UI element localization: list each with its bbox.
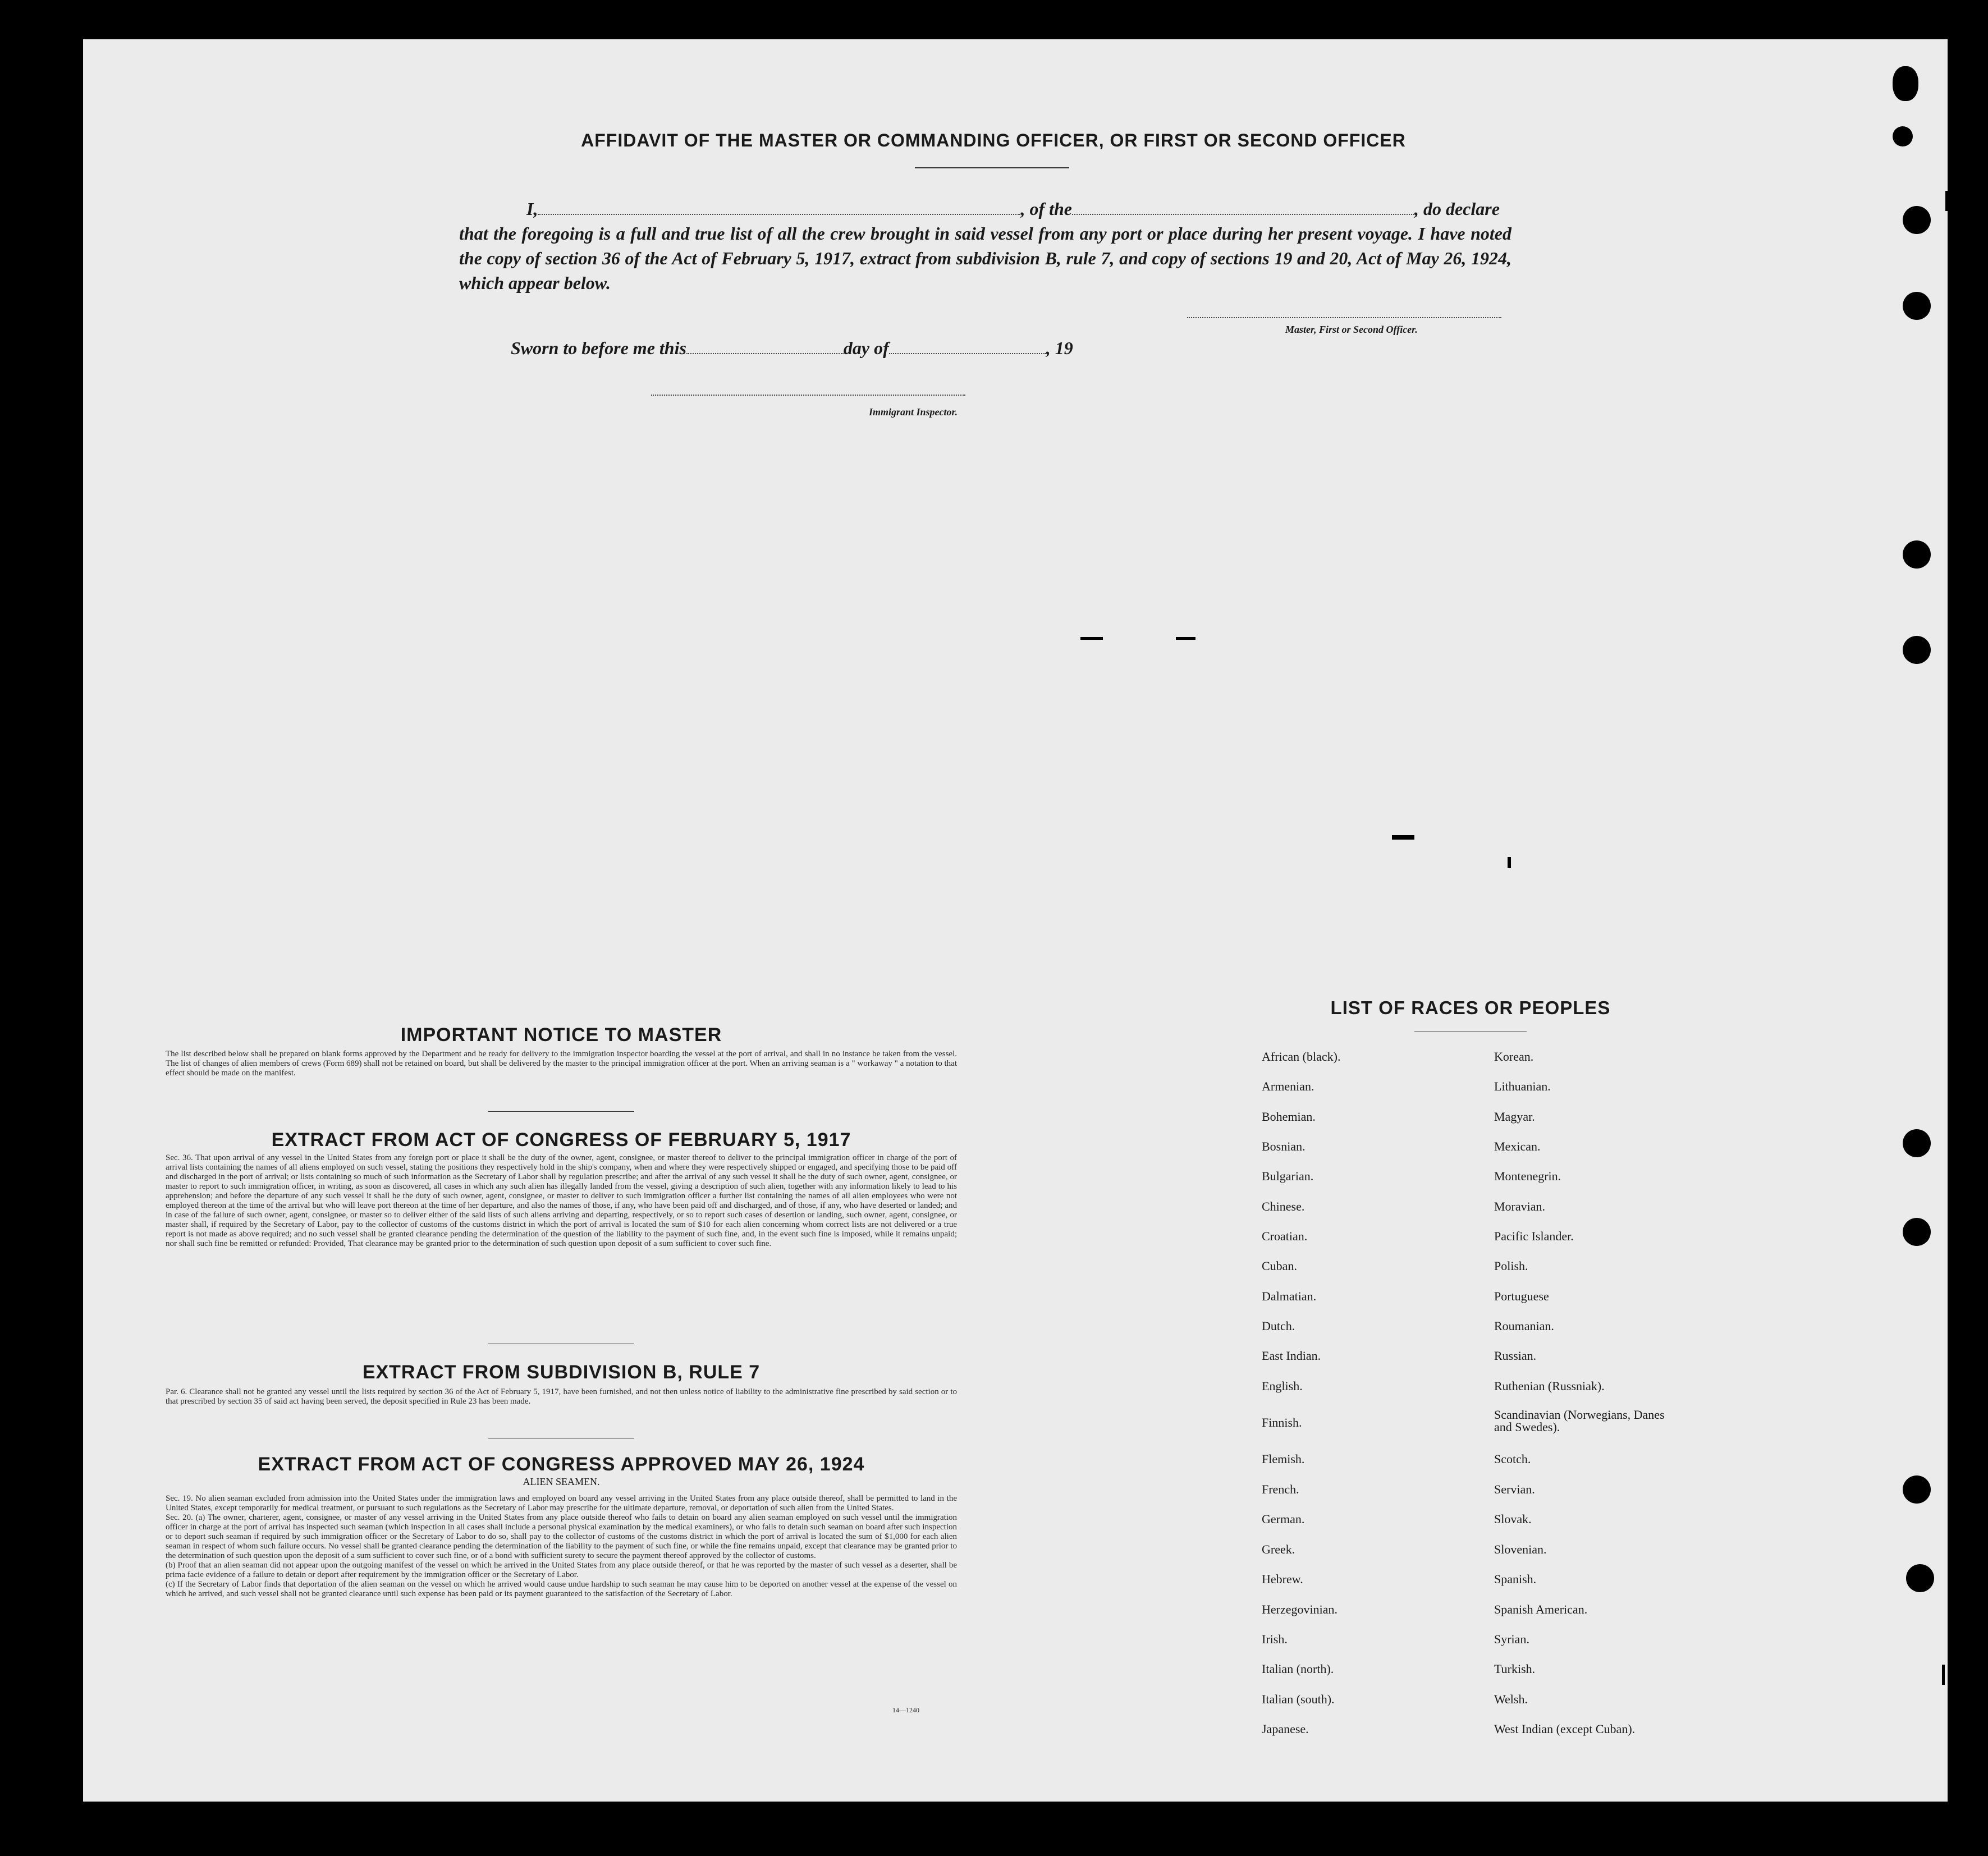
race-item: Magyar. — [1494, 1110, 1535, 1124]
sworn-day-field[interactable] — [686, 341, 844, 354]
punch-hole — [1906, 1564, 1934, 1592]
sworn-prefix: Sworn to before me this — [511, 338, 686, 358]
scan-speck — [1508, 857, 1511, 868]
race-item: Servian. — [1494, 1482, 1535, 1496]
race-item: Japanese. — [1262, 1722, 1309, 1736]
race-item: Russian. — [1494, 1349, 1537, 1363]
race-item: Slovenian. — [1494, 1542, 1547, 1556]
race-item: Roumanian. — [1494, 1319, 1554, 1333]
scan-speck — [1885, 22, 1895, 30]
vessel-name-field[interactable] — [1072, 201, 1414, 215]
race-item: African (black). — [1262, 1050, 1341, 1064]
extract-1924-subtitle: ALIEN SEAMEN. — [523, 1476, 600, 1487]
race-item: Italian (north). — [1262, 1662, 1334, 1676]
extract-1924-text — [166, 1494, 957, 1599]
race-item: Mexican. — [1494, 1139, 1541, 1153]
punch-hole — [1903, 206, 1931, 234]
inspector-signature-field[interactable] — [651, 383, 965, 396]
form-number: 14—1240 — [892, 1706, 919, 1714]
race-item: Croatian. — [1262, 1229, 1308, 1243]
master-signature-field[interactable] — [1187, 306, 1501, 318]
extract-1924-title: EXTRACT FROM ACT OF CONGRESS APPROVED MAY 26, 1924 — [258, 1454, 865, 1475]
race-item: Dalmatian. — [1262, 1289, 1317, 1303]
punch-hole — [1903, 540, 1931, 569]
race-item: Bohemian. — [1262, 1110, 1316, 1124]
punch-hole — [1893, 66, 1918, 101]
section-20b-text: (b) Proof that an alien seaman did not appear upon the outgoing manifest of the vessel on which he arrived in the United States from any place outside thereof, or that he was reported by the master of such vessel as a deserter, shall be prima facie evidence of a failure to detain or deport after requirement by the immigration officer or the Secretary of Labor. — [166, 1561, 957, 1579]
race-item: Spanish. — [1494, 1572, 1537, 1586]
race-item: Bosnian. — [1262, 1139, 1306, 1153]
race-item: Lithuanian. — [1494, 1079, 1551, 1093]
divider — [915, 167, 1069, 168]
race-item: Syrian. — [1494, 1632, 1529, 1646]
affidavit-declaration — [459, 196, 1511, 295]
section-20c-text: (c) If the Secretary of Labor finds that deportation of the alien seaman on the vessel on which he arrived would cause undue hardship to such seaman he may cause him to be deported on another vessel at the expense of the vessel on which he arrived, and such vessel shall not be granted clearance until such expense has been paid or its payment guaranteed to the satisfaction of the Secretary of Labor. — [166, 1580, 957, 1598]
rule-7-text: Par. 6. Clearance shall not be granted any vessel until the lists required by section 36 of the Act of February 5, 1917, have been furnished, and not then unless notice of liability to the administrative fine prescribed by said section or to that prescribed by section 35 of said act having been served, the deposit specified in Rule 23 has been made. — [166, 1387, 957, 1406]
scan-speck — [1392, 835, 1414, 840]
race-item: Cuban. — [1262, 1259, 1297, 1273]
declare-label: , do declare — [1414, 199, 1500, 219]
race-item: Polish. — [1494, 1259, 1528, 1273]
race-item: Dutch. — [1262, 1319, 1295, 1333]
extract-1917-text: Sec. 36. That upon arrival of any vessel in the United States from any foreign port or place it shall be the duty of the owner, agent, consignee, or master thereof to deliver to the principal immigration officer in charge of the port of arrival lists containing the names of all aliens employed on such vessel, stating the positions they respectively hold in the ship's company, when and where they were respectively shipped or engaged, and specifying those to be paid off and discharged in the port of arrival; or lists containing so much of such information as the Secretary of Labor shall by regulation prescribe; and after the arrival of any such vessel it shall be the duty of such owner, agent, consignee, or master to report to such immigration officer, in writing, as soon as discovered, all cases in which any such alien has illegally landed from the vessel, giving a description of such alien, together with any information likely to lead to his apprehension; and before the departure of any such vessel it shall be the duty of such owner, agent, consignee, or master to deliver to such immigration officer a further list containing the names of all alien employees who were not employed thereon at the time of the arrival but who will leave port thereon at the time of her departure, and also the names of those, if any, who have been paid off and discharged, and of those, if any, who have deserted or landed; and in case of the failure of such owner, agent, consignee, or master so to deliver either of the said lists of such aliens arriving and departing, respectively, or so to report such cases of desertion or landing, such owner, agent, consignee, or master shall, if required by the Secretary of Labor, pay to the collector of customs of the customs district in which the port of arrival is located the sum of $10 for each alien concerning whom correct lists are not delivered or a true report is not made as above required; and no such vessel shall be granted clearance pending the determination of the question of the liability to the payment of such fine, and, in the event such fine is imposed, while it remains unpaid; nor shall such fine be remitted or refunded: Provided, That clearance may be granted prior to the determination of such question upon deposit of a sum sufficient to cover such fine. — [166, 1153, 957, 1248]
race-item: Armenian. — [1262, 1079, 1314, 1093]
race-item: Irish. — [1262, 1632, 1288, 1646]
race-item: Hebrew. — [1262, 1572, 1303, 1586]
race-item: Flemish. — [1262, 1452, 1305, 1466]
race-item: Finnish. — [1262, 1415, 1302, 1429]
punch-hole — [1903, 1475, 1931, 1504]
race-item: Spanish American. — [1494, 1602, 1588, 1616]
declarant-prefix: I, — [526, 199, 538, 219]
punch-hole — [1903, 1129, 1931, 1157]
race-item: Korean. — [1494, 1050, 1534, 1064]
punch-hole — [1893, 126, 1913, 146]
sworn-line — [511, 336, 1073, 360]
affidavit-title: AFFIDAVIT OF THE MASTER OR COMMANDING OFFICER, OR FIRST OR SECOND OFFICER — [581, 130, 1406, 150]
scan-speck — [1945, 191, 1948, 211]
race-item: French. — [1262, 1482, 1299, 1496]
extract-1917-title: EXTRACT FROM ACT OF CONGRESS OF FEBRUARY 5, 1917 — [271, 1129, 851, 1151]
sworn-month-field[interactable] — [889, 341, 1046, 354]
inspector-label: Immigrant Inspector. — [869, 406, 958, 418]
race-item: Scotch. — [1494, 1452, 1531, 1466]
divider — [488, 1111, 634, 1112]
race-item: Turkish. — [1494, 1662, 1536, 1676]
affidavit-body: that the foregoing is a full and true list of all the crew brought in said vessel from any port or place during her present voyage. I have noted the copy of section 36 of the Act of February 5, 1917, extract from subdivision B, rule 7, and copy of sections 19 and 20, Act of May 26, 1924, which appear below. — [459, 223, 1511, 293]
section-19-text: Sec. 19. No alien seaman excluded from admission into the United States under the immigration laws and employed on board any vessel arriving in the United States from any place outside thereof, shall be permitted to land in the United States, except temporarily for medical treatment, or pursuant to such regulations as the Secretary of Labor may prescribe for the ultimate departure, removal, or deportation of such alien from the United States. — [166, 1494, 957, 1513]
race-item: Chinese. — [1262, 1199, 1305, 1213]
scan-speck — [1942, 1665, 1945, 1685]
race-item: West Indian (except Cuban). — [1494, 1722, 1636, 1736]
race-item: German. — [1262, 1512, 1305, 1526]
punch-hole — [1903, 292, 1931, 320]
of-the-label: , of the — [1020, 199, 1072, 219]
master-signature-label: Master, First or Second Officer. — [1285, 324, 1418, 335]
race-item: Pacific Islander. — [1494, 1229, 1574, 1243]
punch-hole — [1903, 636, 1931, 664]
section-20a-text: Sec. 20. (a) The owner, charterer, agent, consignee, or master of any vessel arriving in the United States from any place outside thereof who fails to detain on board any alien seaman employed on such vessel until the immigration officer in charge at the port of arrival has inspected such seaman (which inspection in all cases shall include a personal physical examination by the medical examiners), or who fails to detain such seaman on board after such inspection or to deport such seaman if required by such immigration officer or the Secretary of Labor to do so, shall pay to the collector of customs of the customs district in which the port of arrival is located the sum of $1,000 for each alien seaman in respect of whom such failure occurs. No vessel shall be granted clearance pending the determination of the liability to the payment of such fine, or while the fine remains unpaid, except that clearance may be granted prior to the determination of such question upon the deposit of a sum sufficient to cover such fine, or of a bond with sufficient surety to secure the payment thereof approved by the collector of customs. — [166, 1513, 957, 1560]
punch-hole — [1903, 1218, 1931, 1246]
scan-speck — [1080, 637, 1103, 640]
race-item: Moravian. — [1494, 1199, 1546, 1213]
race-item: Ruthenian (Russniak). — [1494, 1379, 1605, 1393]
sworn-year-label: , 19 — [1046, 338, 1073, 358]
rule-7-title: EXTRACT FROM SUBDIVISION B, RULE 7 — [362, 1362, 761, 1383]
race-item: Welsh. — [1494, 1692, 1528, 1706]
race-item: Slovak. — [1494, 1512, 1532, 1526]
sworn-day-label: day of — [843, 338, 889, 358]
race-item: Herzegovinian. — [1262, 1602, 1337, 1616]
race-item: Portuguese — [1494, 1289, 1549, 1303]
race-item: Scandinavian (Norwegians, Danes and Swedes). — [1494, 1408, 1665, 1434]
race-item: Bulgarian. — [1262, 1169, 1314, 1183]
race-item: East Indian. — [1262, 1349, 1321, 1363]
race-item: English. — [1262, 1379, 1303, 1393]
race-item: Montenegrin. — [1494, 1169, 1561, 1183]
notice-title: IMPORTANT NOTICE TO MASTER — [400, 1024, 722, 1046]
race-item: Italian (south). — [1262, 1692, 1335, 1706]
notice-text: The list described below shall be prepared on blank forms approved by the Department and be ready for delivery to the immigration inspector boarding the vessel at the port of arrival, and shall in no instance be taken from the vessel. The list of changes of alien members of crews (Form 689) shall not be retained on board, but shall be delivered by the master to the principal immigration officer at the port. When an arriving seaman is a " workaway " a notation to that effect should be made on the manifest. — [166, 1050, 957, 1078]
race-item: Greek. — [1262, 1542, 1295, 1556]
scan-speck — [1176, 637, 1195, 640]
races-title: LIST OF RACES OR PEOPLES — [1330, 997, 1611, 1018]
declarant-name-field[interactable] — [538, 201, 1020, 215]
